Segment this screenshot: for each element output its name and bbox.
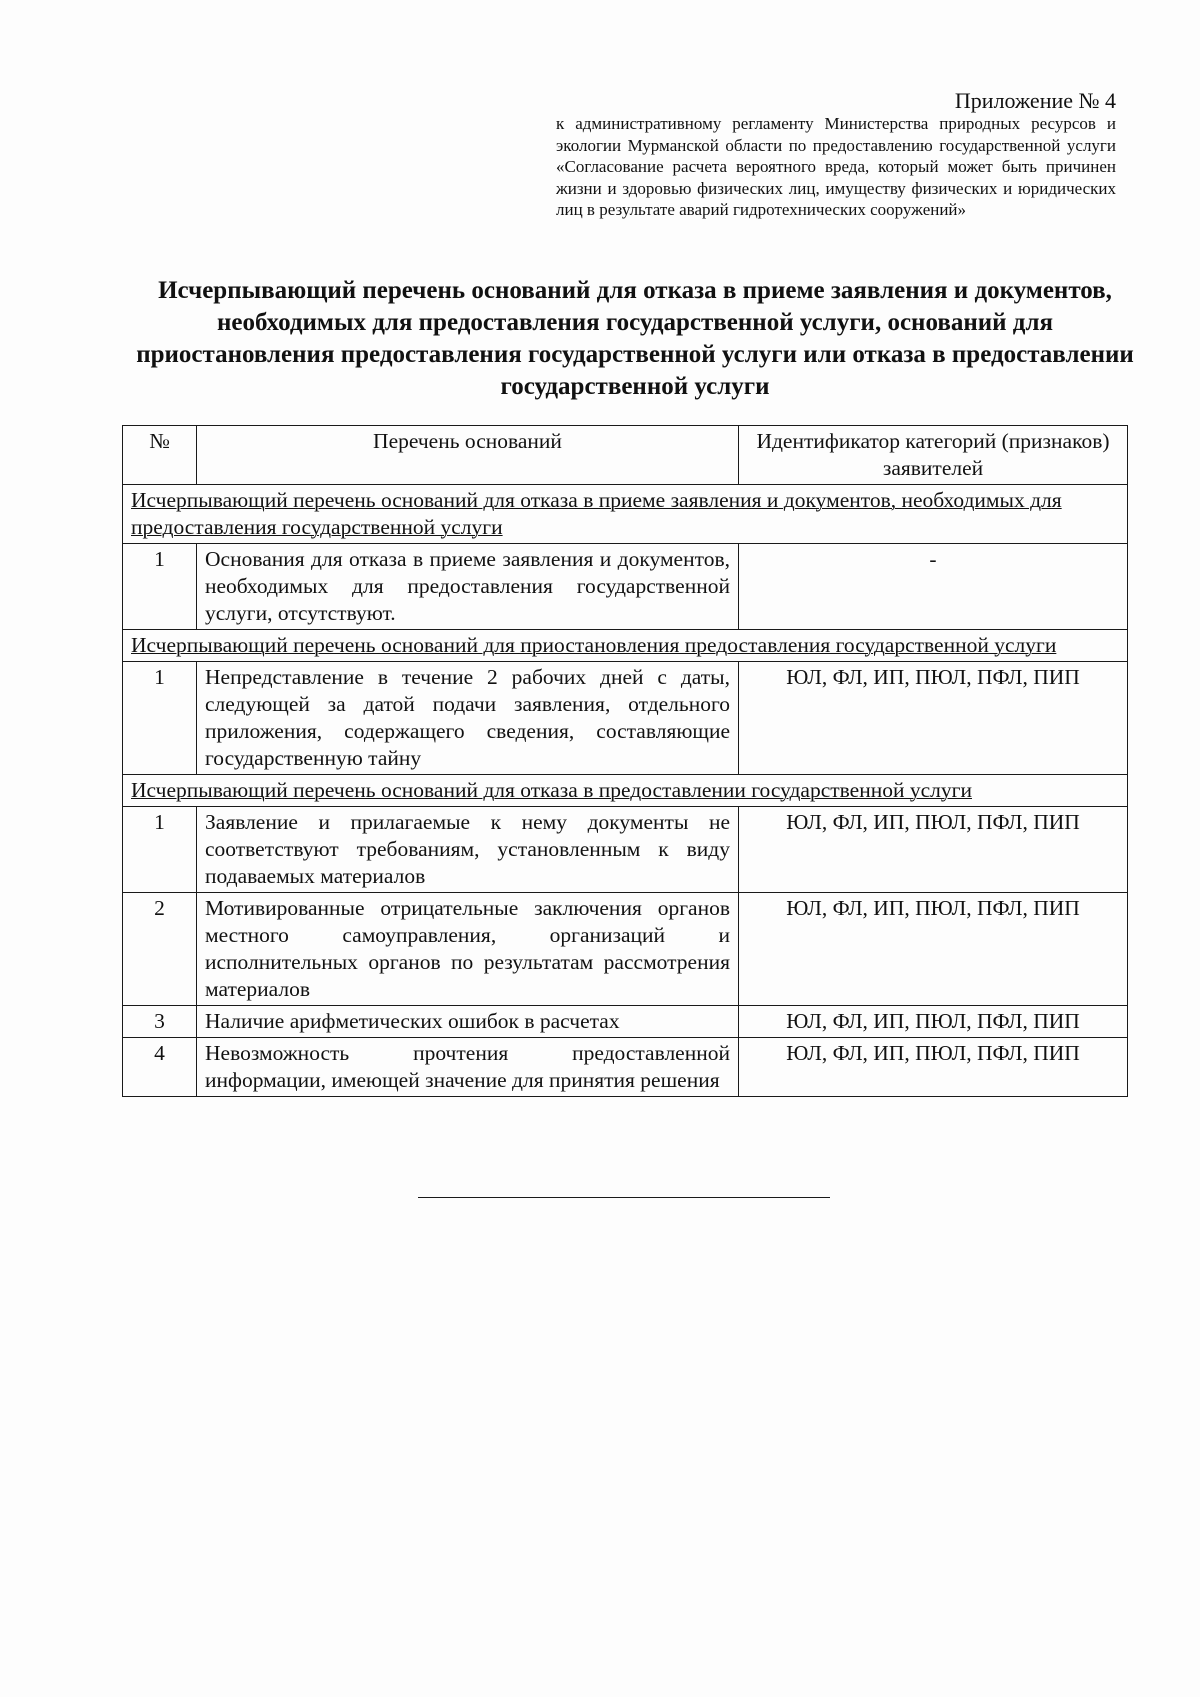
row-grounds: Основания для отказа в приеме заявления и документов, необходимых для предоставления государственной услуги, отсутствуют.: [197, 544, 739, 630]
row-number: 2: [123, 893, 197, 1006]
row-grounds: Заявление и прилагаемые к нему документы не соответствуют требованиям, установленным к виду подаваемых материалов: [197, 807, 739, 893]
row-number: 4: [123, 1038, 197, 1097]
column-header-grounds: Перечень оснований: [197, 426, 739, 485]
table-row: [123, 807, 1128, 893]
document-title: Исчерпывающий перечень оснований для отказа в приеме заявления и документов, необходимых для предоставления государственной услуги, оснований для приостановления предоставления государственной услуги или отказа в предоставлении государственной услуги: [136, 277, 1134, 400]
table-header-row: [123, 426, 1128, 485]
row-grounds: Мотивированные отрицательные заключения органов местного самоуправления, организаций и исполнительных органов по результатам рассмотрения материалов: [197, 893, 739, 1006]
row-identifier: ЮЛ, ФЛ, ИП, ПЮЛ, ПФЛ, ПИП: [739, 1038, 1128, 1097]
section-title: Исчерпывающий перечень оснований для отказа в предоставлении государственной услуги: [123, 775, 1128, 807]
section-title: Исчерпывающий перечень оснований для отказа в приеме заявления и документов, необходимых для предоставления государственной услуги: [123, 485, 1128, 544]
row-grounds: Непредставление в течение 2 рабочих дней с даты, следующей за датой подачи заявления, отдельного приложения, содержащего сведения, составляющие государственную тайну: [197, 662, 739, 775]
appendix-number: Приложение № 4: [954, 88, 1116, 113]
row-grounds: Наличие арифметических ошибок в расчетах: [197, 1006, 739, 1038]
row-grounds: Невозможность прочтения предоставленной информации, имеющей значение для принятия решения: [197, 1038, 739, 1097]
table-row: [123, 662, 1128, 775]
closing-divider-line: [418, 1197, 830, 1198]
row-number: 1: [123, 807, 197, 893]
row-identifier: ЮЛ, ФЛ, ИП, ПЮЛ, ПФЛ, ПИП: [739, 893, 1128, 1006]
table-row: [123, 544, 1128, 630]
grounds-table: [122, 425, 1128, 1097]
row-number: 1: [123, 544, 197, 630]
row-identifier: ЮЛ, ФЛ, ИП, ПЮЛ, ПФЛ, ПИП: [739, 807, 1128, 893]
table-row: [123, 1038, 1128, 1097]
row-number: 1: [123, 662, 197, 775]
row-identifier: -: [739, 544, 1128, 630]
column-header-identifier: Идентификатор категорий (признаков) заявителей: [739, 426, 1128, 485]
section-row: [123, 630, 1128, 662]
section-title: Исчерпывающий перечень оснований для приостановления предоставления государственной услуги: [123, 630, 1128, 662]
table-row: [123, 1006, 1128, 1038]
section-row: [123, 775, 1128, 807]
table-row: [123, 893, 1128, 1006]
section-row: [123, 485, 1128, 544]
column-header-number: №: [123, 426, 197, 485]
row-identifier: ЮЛ, ФЛ, ИП, ПЮЛ, ПФЛ, ПИП: [739, 1006, 1128, 1038]
row-identifier: ЮЛ, ФЛ, ИП, ПЮЛ, ПФЛ, ПИП: [739, 662, 1128, 775]
row-number: 3: [123, 1006, 197, 1038]
appendix-note: к административному регламенту Министерства природных ресурсов и экологии Мурманской области по предоставлению государственной услуги «Согласование расчета вероятного вреда, который может быть причинен жизни и здоровью физических лиц, имуществу физических и юридических лиц в результате аварий гидротехнических сооружений»: [556, 114, 1116, 219]
